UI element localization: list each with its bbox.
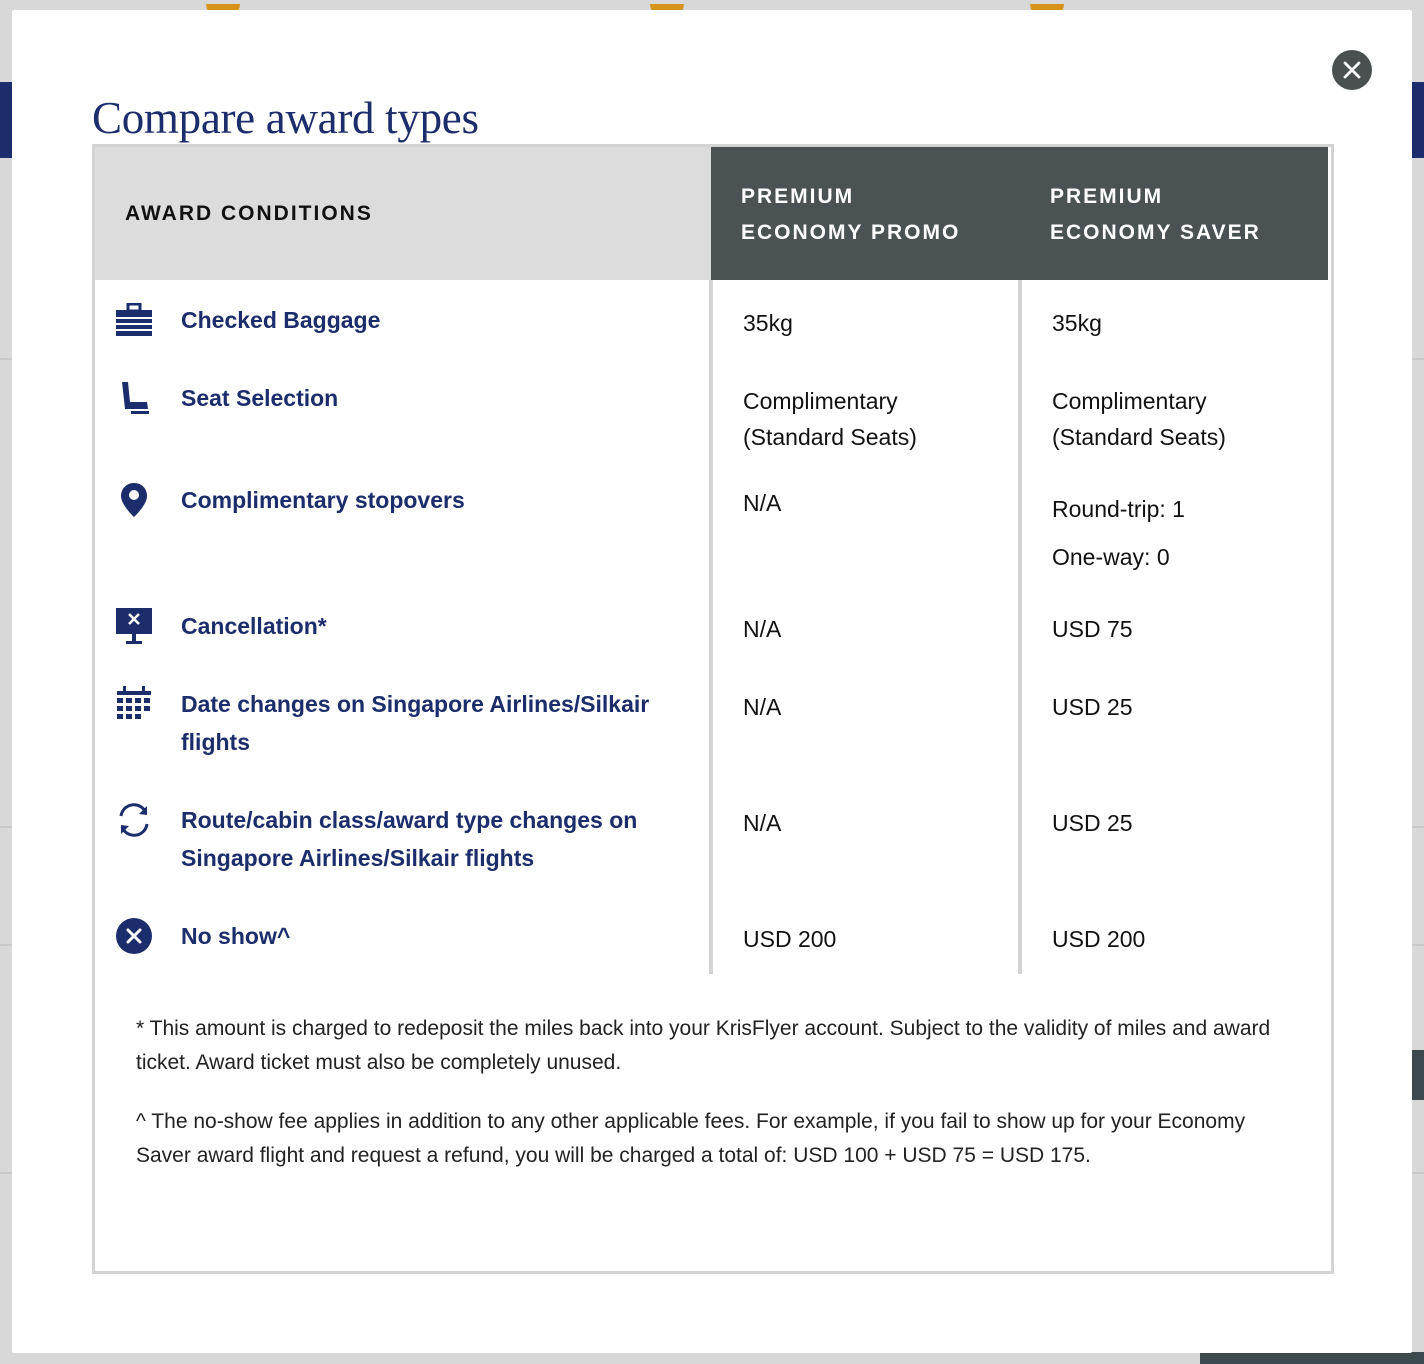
promo-value: Complimentary (Standard Seats) xyxy=(743,388,917,450)
condition-seat-selection xyxy=(115,379,695,417)
condition-label: Date changes on Singapore Airlines/Silkair flights xyxy=(181,691,650,755)
premium-economy-promo-header xyxy=(711,147,1020,280)
cancellation-footnote: * This amount is charged to redeposit the miles back into your KrisFlyer account. Subject to the validity of miles and award ticket. Award ticket must also be completely unused. xyxy=(136,1017,1271,1074)
condition-label: No show^ xyxy=(181,923,291,949)
refresh-icon xyxy=(115,801,153,839)
condition-label: Route/cabin class/award type changes on Singapore Airlines/Silkair flights xyxy=(181,807,638,871)
saver-value: USD 75 xyxy=(1052,616,1133,642)
location-pin-icon xyxy=(115,481,153,519)
background-panel xyxy=(1200,1352,1424,1364)
promo-value: N/A xyxy=(743,694,782,720)
footnotes xyxy=(92,974,1334,1274)
condition-cancellation xyxy=(115,607,695,645)
no-show-footnote: ^ The no-show fee applies in addition to any other applicable fees. For example, if you fail to show up for your Economy Saver award flight and request a refund, you will be charged a total of: USD 100 + USD 75 = USD 175. xyxy=(136,1110,1246,1167)
condition-checked-baggage xyxy=(115,301,695,339)
column-header-line: PREMIUM xyxy=(741,185,855,208)
cancellation-sign-icon xyxy=(115,607,153,645)
calendar-icon xyxy=(115,685,153,723)
promo-value: N/A xyxy=(743,810,782,836)
award-conditions-header: AWARD CONDITIONS xyxy=(95,147,711,280)
x-circle-icon xyxy=(115,917,153,955)
promo-value: USD 200 xyxy=(743,926,837,952)
promo-value: N/A xyxy=(743,490,782,516)
column-divider xyxy=(709,280,713,975)
column-header-line: ECONOMY SAVER xyxy=(1050,221,1261,244)
close-button[interactable] xyxy=(1332,50,1372,90)
condition-label: Seat Selection xyxy=(181,385,339,411)
column-header-line: PREMIUM xyxy=(1050,185,1164,208)
condition-route-changes xyxy=(115,801,695,877)
premium-economy-saver-header xyxy=(1020,147,1328,280)
condition-label: Checked Baggage xyxy=(181,307,381,333)
background-button xyxy=(1410,1050,1424,1100)
close-icon xyxy=(1342,60,1362,80)
saver-value: Round-trip: 1 xyxy=(1052,496,1185,522)
modal-title: Compare award types xyxy=(92,93,479,143)
promo-value: 35kg xyxy=(743,310,793,336)
saver-value: 35kg xyxy=(1052,310,1102,336)
promo-value: N/A xyxy=(743,616,782,642)
condition-label: Cancellation* xyxy=(181,613,327,639)
saver-value: One-way: 0 xyxy=(1052,544,1170,570)
condition-no-show xyxy=(115,917,695,955)
column-divider xyxy=(1018,280,1022,975)
condition-complimentary-stopovers xyxy=(115,481,695,519)
saver-value: Complimentary (Standard Seats) xyxy=(1052,388,1226,450)
condition-date-changes xyxy=(115,685,695,761)
seat-icon xyxy=(115,379,153,417)
condition-label: Complimentary stopovers xyxy=(181,487,465,513)
saver-value: USD 25 xyxy=(1052,694,1133,720)
saver-value: USD 200 xyxy=(1052,926,1146,952)
comparison-table xyxy=(92,144,1334,978)
compare-award-types-modal xyxy=(12,10,1412,1353)
briefcase-icon xyxy=(115,301,153,339)
saver-value: USD 25 xyxy=(1052,810,1133,836)
column-header-line: ECONOMY PROMO xyxy=(741,221,961,244)
